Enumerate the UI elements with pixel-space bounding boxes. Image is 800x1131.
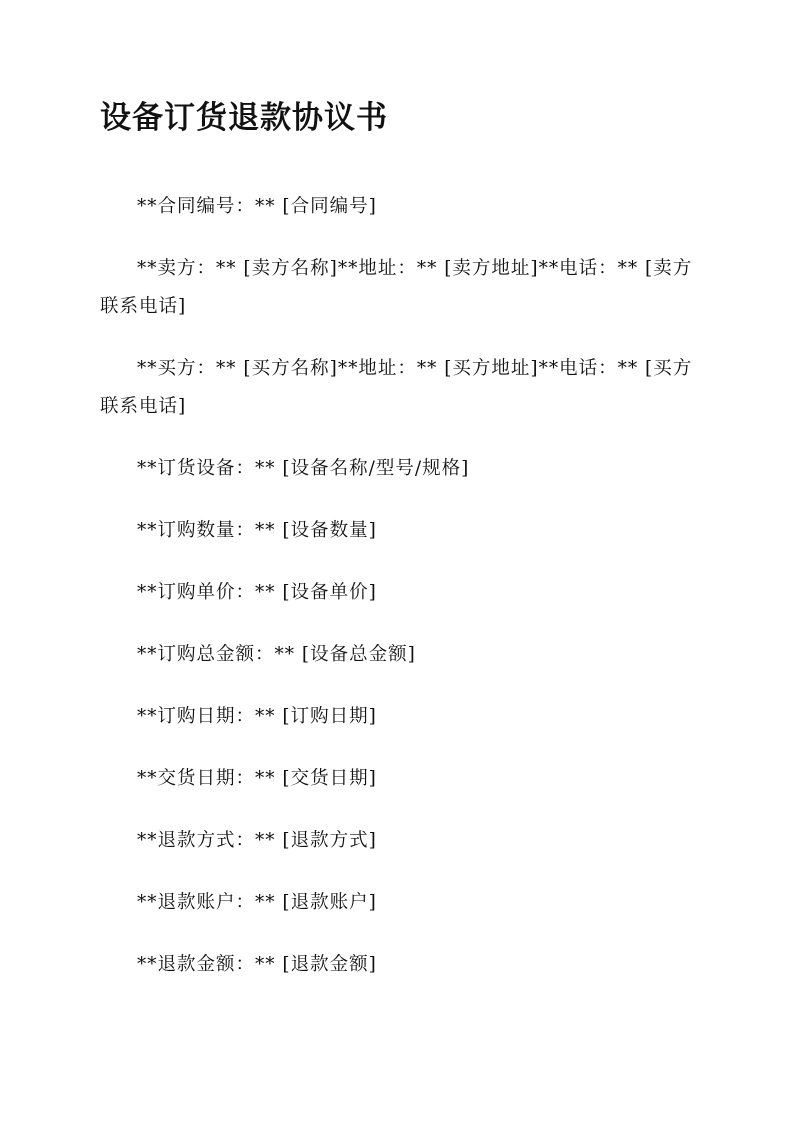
field-total-amount: **订购总金额：** [设备总金额] bbox=[137, 644, 416, 665]
field-delivery-date: **交货日期：** [交货日期] bbox=[137, 768, 377, 789]
field-ordered-equipment: **订货设备：** [设备名称/型号/规格] bbox=[137, 458, 470, 479]
field-order-quantity: **订购数量：** [设备数量] bbox=[137, 520, 377, 541]
field-refund-account: **退款账户：** [退款账户] bbox=[137, 892, 377, 913]
document-title: 设备订货退款协议书 bbox=[100, 100, 388, 136]
field-order-date: **订购日期：** [订购日期] bbox=[137, 706, 377, 727]
field-contract-number: **合同编号：** [合同编号] bbox=[137, 196, 377, 217]
field-refund-method: **退款方式：** [退款方式] bbox=[137, 830, 377, 851]
field-refund-amount: **退款金额：** [退款金额] bbox=[137, 954, 377, 975]
agreement-fields bbox=[100, 188, 700, 1008]
field-unit-price: **订购单价：** [设备单价] bbox=[137, 582, 377, 603]
field-seller-info: **卖方：** [卖方名称]**地址：** [卖方地址]**电话：** [卖方联系电话] bbox=[100, 258, 693, 317]
field-buyer-info: **买方：** [买方名称]**地址：** [买方地址]**电话：** [买方联系电话] bbox=[100, 358, 693, 417]
